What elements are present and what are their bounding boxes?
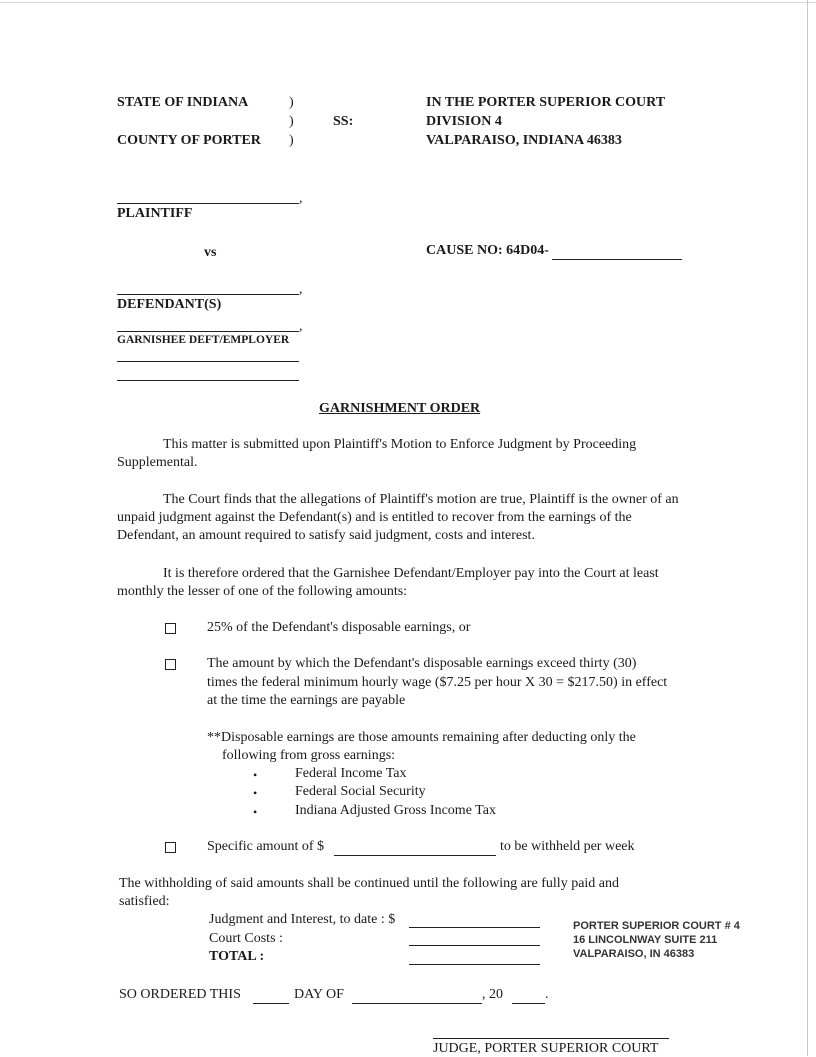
deduction-federal-income-tax: Federal Income Tax [295, 766, 407, 781]
garnishee-label: GARNISHEE DEFT/EMPLOYER [117, 334, 290, 346]
garnishee-address-line-2[interactable] [117, 380, 299, 381]
court-address-stamp-line-3: VALPARAISO, IN 46383 [573, 948, 695, 960]
court-costs-label: Court Costs : [209, 931, 283, 946]
defendant-name-line[interactable] [117, 294, 299, 295]
order-year-line[interactable] [512, 1003, 545, 1004]
plaintiff-comma: , [299, 191, 303, 206]
order-day-line[interactable] [253, 1003, 289, 1004]
paragraph-motion: This matter is submitted upon Plaintiff's Motion to Enforce Judgment by Proceeding Supplemental. [117, 437, 637, 470]
defendant-label: DEFENDANT(S) [117, 297, 222, 312]
garnishee-comma: , [299, 319, 303, 334]
total-line[interactable] [409, 964, 540, 965]
caption-paren-1: ) [289, 95, 294, 110]
paragraph-findings: The Court finds that the allegations of Plaintiff's motion are true, Plaintiff is the owner of an unpaid judgment against the Defendant(s) and is entitled to recover from the earnings of the Defendant, an amount required to satisfy said judgment, costs and interest. [117, 492, 679, 543]
deduction-indiana-tax: Indiana Adjusted Gross Income Tax [295, 803, 496, 818]
order-period: . [545, 987, 549, 1002]
state-label: STATE OF INDIANA [117, 95, 249, 110]
judgment-interest-label: Judgment and Interest, to date : $ [209, 912, 396, 927]
judge-signature-line[interactable] [433, 1038, 669, 1039]
plaintiff-name-line[interactable] [117, 203, 299, 204]
option-specific-amount-suffix: to be withheld per week [500, 839, 635, 854]
bullet-icon: • [253, 805, 258, 819]
document-title: GARNISHMENT ORDER [319, 401, 481, 416]
county-label: COUNTY OF PORTER [117, 133, 261, 148]
judge-signature-label: JUDGE, PORTER SUPERIOR COURT [433, 1041, 659, 1056]
scan-top-edge [0, 2, 816, 3]
versus-label: vs [204, 245, 217, 260]
paragraph-order: It is therefore ordered that the Garnishee Defendant/Employer pay into the Court at least monthly the lesser of one of the following amounts: [117, 566, 659, 599]
cause-number-label: CAUSE NO: 64D04- [426, 243, 549, 258]
deduction-social-security: Federal Social Security [295, 784, 426, 799]
withholding-line-2: satisfied: [119, 894, 170, 909]
court-name: IN THE PORTER SUPERIOR COURT [426, 95, 666, 110]
total-label: TOTAL : [209, 949, 265, 964]
withholding-line-1: The withholding of said amounts shall be continued until the following are fully paid and [119, 876, 620, 891]
caption-paren-3: ) [289, 133, 294, 148]
garnishee-name-line[interactable] [117, 331, 299, 332]
option-specific-amount-prefix: Specific amount of $ [207, 839, 325, 854]
order-month-line[interactable] [352, 1003, 482, 1004]
court-address-stamp-line-2: 16 LINCOLNWAY SUITE 211 [573, 934, 718, 946]
year-prefix-label: , 20 [482, 987, 503, 1002]
option-minimum-wage-line-3: at the time the earnings are payable [207, 693, 406, 708]
plaintiff-label: PLAINTIFF [117, 206, 193, 221]
bullet-icon: • [253, 768, 258, 782]
judgment-interest-line[interactable] [409, 927, 540, 928]
option-minimum-wage-checkbox[interactable] [165, 659, 176, 670]
cause-number-line[interactable] [552, 259, 682, 260]
defendant-comma: , [299, 282, 303, 297]
specific-amount-input-line[interactable] [334, 855, 496, 856]
court-location: VALPARAISO, INDIANA 46383 [426, 133, 622, 148]
option-minimum-wage-line-1: The amount by which the Defendant's disposable earnings exceed thirty (30) [207, 656, 637, 671]
court-division: DIVISION 4 [426, 114, 502, 129]
garnishee-address-line-1[interactable] [117, 361, 299, 362]
bullet-icon: • [253, 786, 258, 800]
ss-label: SS: [333, 114, 354, 129]
option-percent-checkbox[interactable] [165, 623, 176, 634]
disposable-earnings-note-line-1: **Disposable earnings are those amounts remaining after deducting only the [207, 730, 636, 745]
so-ordered-label: SO ORDERED THIS [119, 987, 241, 1002]
option-minimum-wage-line-2: times the federal minimum hourly wage ($7.25 per hour X 30 = $217.50) in effect [207, 675, 668, 690]
disposable-earnings-note-line-2: following from gross earnings: [222, 748, 396, 763]
caption-paren-2: ) [289, 114, 294, 129]
court-costs-line[interactable] [409, 945, 540, 946]
court-address-stamp-line-1: PORTER SUPERIOR COURT # 4 [573, 920, 740, 932]
scan-page-edge [807, 0, 808, 1056]
option-percent-text: 25% of the Defendant's disposable earnings, or [207, 620, 471, 635]
option-specific-amount-checkbox[interactable] [165, 842, 176, 853]
day-of-label: DAY OF [294, 987, 344, 1002]
